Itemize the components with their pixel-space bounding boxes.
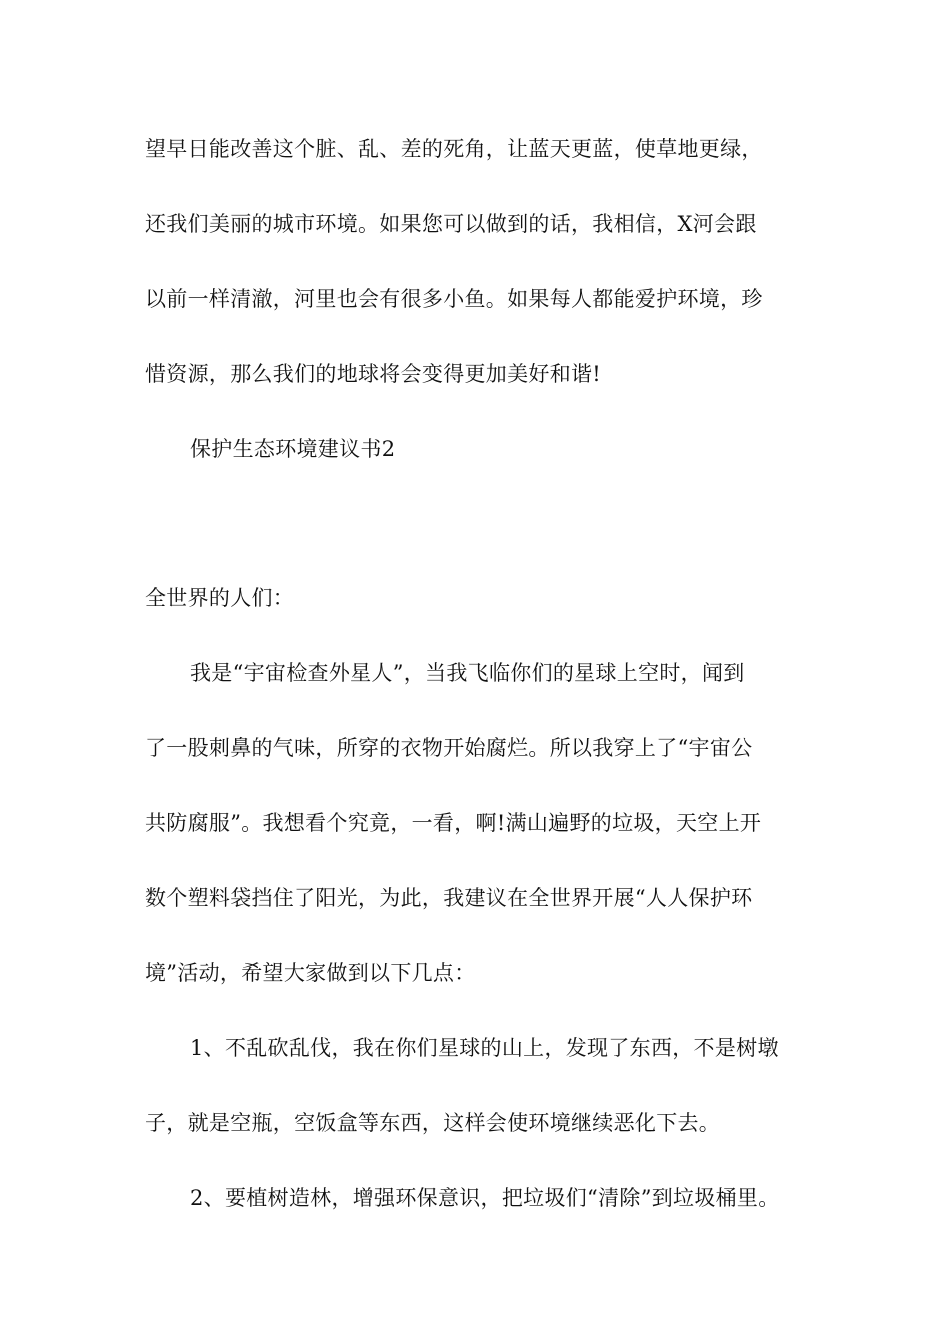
list-item-line: 2、要植树造林，增强环保意识，把垃圾们“清除”到垃圾桶里。 (190, 1186, 780, 1210)
paragraph-line: 望早日能改善这个脏、乱、差的死角，让蓝天更蓝，使草地更绿， (145, 137, 763, 161)
paragraph-line: 境”活动，希望大家做到以下几点： (145, 961, 476, 985)
list-item-line: 子，就是空瓶，空饭盒等东西，这样会使环境继续恶化下去。 (145, 1111, 721, 1135)
list-item-line: 1、不乱砍乱伐，我在你们星球的山上，发现了东西，不是树墩 (190, 1036, 779, 1060)
paragraph-line: 了一股刺鼻的气味，所穿的衣物开始腐烂。所以我穿上了“宇宙公 (145, 736, 753, 760)
paragraph-line: 数个塑料袋挡住了阳光，为此，我建议在全世界开展“人人保护环 (145, 886, 753, 910)
paragraph-line: 惜资源，那么我们的地球将会变得更加美好和谐! (145, 362, 602, 386)
paragraph-line: 我是“宇宙检查外星人”，当我飞临你们的星球上空时，闻到 (190, 661, 745, 685)
paragraph-line: 还我们美丽的城市环境。如果您可以做到的话，我相信，X河会跟 (145, 212, 757, 236)
salutation: 全世界的人们： (145, 586, 295, 610)
section-heading: 保护生态环境建议书2 (190, 437, 396, 461)
paragraph-line: 共防腐服”。我想看个究竟，一看，啊!满山遍野的垃圾，天空上开 (145, 811, 762, 835)
paragraph-line: 以前一样清澈，河里也会有很多小鱼。如果每人都能爱护环境，珍 (145, 287, 763, 311)
